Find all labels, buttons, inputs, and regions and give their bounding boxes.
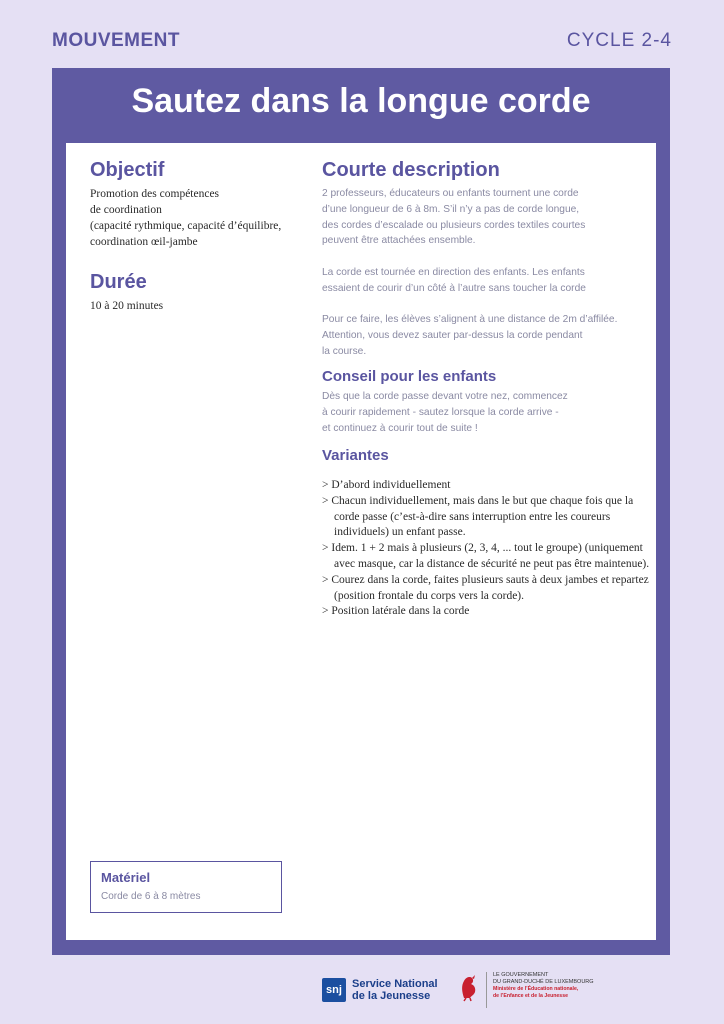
- government-name: LE GOUVERNEMENT DU GRAND-DUCHÉ DE LUXEMBOURG: [493, 972, 594, 985]
- ministry-name: Ministère de l’Éducation nationale, de l’Enfance et de la Jeunesse: [493, 986, 579, 999]
- sni-name: Service National de la Jeunesse: [352, 978, 438, 1002]
- sni-logo: [322, 978, 438, 1002]
- lion-icon: [458, 972, 480, 1002]
- objectif-heading: Objectif: [90, 159, 165, 181]
- conseil-text: Dès que la corde passe devant votre nez, commencez à courir rapidement - sautez lorsque la corde arrive - et continuez à courir tout de suite !: [322, 391, 568, 434]
- sni-icon: snj: [322, 978, 346, 1002]
- objectif-text: Promotion des compétences de coordination (capacité rythmique, capacité d’équilibre, coordination œil-jambe: [90, 188, 282, 248]
- government-logo: [458, 972, 594, 1008]
- variante-item: > Chacun individuellement, mais dans le but que chaque fois que la corde passe (c’est-à-dire sans interruption entre les coureurs individuels) un enfant passe.: [322, 494, 652, 541]
- variante-item: > Idem. 1 + 2 mais à plusieurs (2, 3, 4, ... tout le groupe) (uniquement avec masque, car la distance de sécurité ne peut pas être maintenue).: [322, 541, 652, 573]
- divider: [486, 972, 487, 1008]
- variante-item: > Courez dans la corde, faites plusieurs sauts à deux jambes et repartez (position frontale du corps vers la corde).: [322, 573, 652, 605]
- variantes-list: [322, 478, 652, 620]
- description-paragraph-2: La corde est tournée en direction des enfants. Les enfants essaient de courir d’un côté à l’autre sans toucher la corde: [322, 267, 586, 294]
- materiel-box: [90, 861, 282, 913]
- materiel-text: Corde de 6 à 8 mètres: [101, 891, 201, 902]
- variantes-heading: Variantes: [322, 447, 389, 464]
- conseil-heading: Conseil pour les enfants: [322, 368, 497, 385]
- materiel-heading: Matériel: [101, 870, 151, 885]
- description-paragraph-3: Pour ce faire, les élèves s’alignent à une distance de 2m d’affilée. Attention, vous devez sauter par-dessus la corde pendant la course.: [322, 314, 618, 357]
- variante-item: > D’abord individuellement: [322, 478, 652, 494]
- description-paragraph-1: 2 professeurs, éducateurs ou enfants tournent une corde d’une longueur de 6 à 8m. S’il n’y a pas de corde longue, des cordes d’escalade ou plusieurs cordes textiles courtes peuvent être attachées ensemble.: [322, 188, 586, 247]
- category-label: MOUVEMENT: [52, 30, 180, 51]
- duree-text: 10 à 20 minutes: [90, 300, 164, 312]
- variante-item: > Position latérale dans la corde: [322, 604, 652, 620]
- activity-card: [52, 68, 670, 955]
- page-title: Sautez dans la longue corde: [131, 82, 591, 120]
- content-panel: [66, 143, 656, 940]
- description-heading: Courte description: [322, 159, 500, 181]
- duree-heading: Durée: [90, 271, 147, 293]
- cycle-label: CYCLE 2-4: [566, 30, 672, 51]
